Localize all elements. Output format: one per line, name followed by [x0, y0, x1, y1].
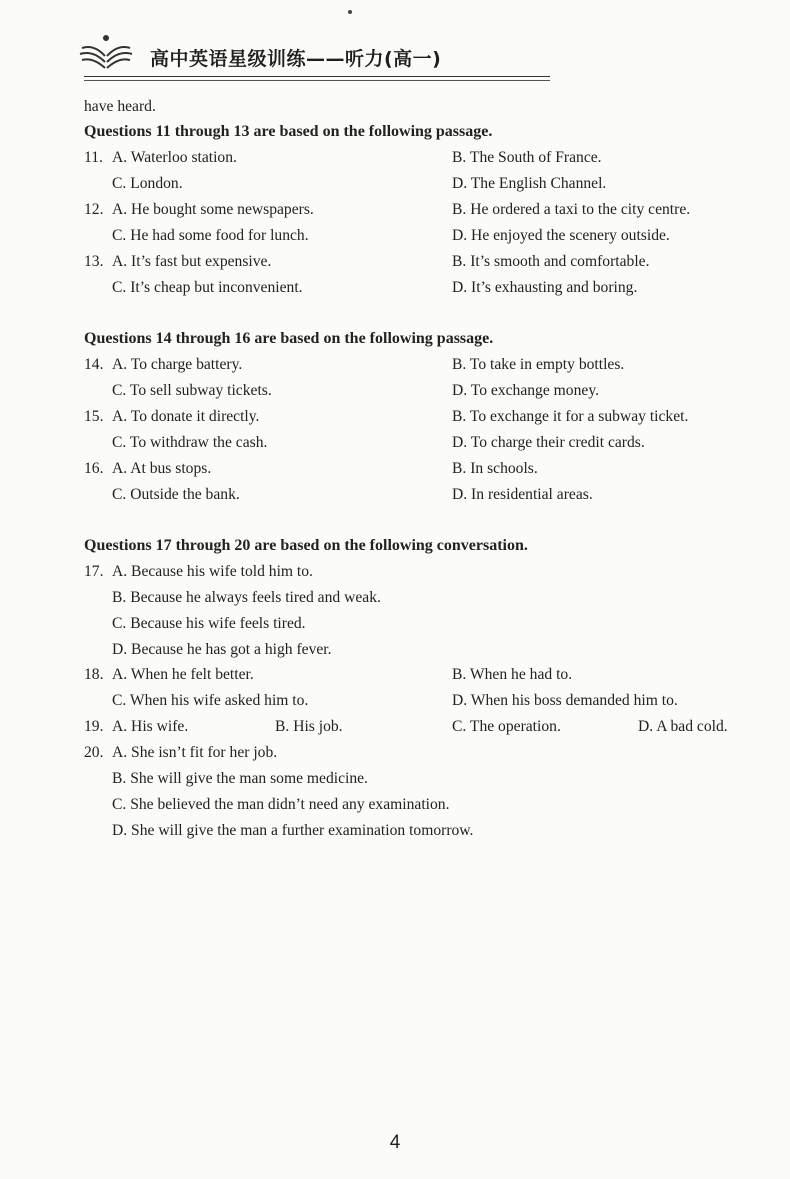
question-number: 11. [84, 149, 103, 166]
question-number: 18. [84, 666, 104, 683]
option-a: A. When he felt better. [112, 666, 254, 683]
option-c: C. When his wife asked him to. [112, 692, 309, 709]
option-b: B. It’s smooth and comfortable. [452, 253, 650, 270]
option-d: D. He enjoyed the scenery outside. [452, 227, 670, 244]
option-d: D. When his boss demanded him to. [452, 692, 678, 709]
option-a: A. To donate it directly. [112, 408, 260, 425]
option-c: C. To withdraw the cash. [112, 434, 268, 451]
option-b: B. She will give the man some medicine. [112, 770, 368, 787]
option-b: B. His job. [275, 718, 343, 735]
header-rule [84, 80, 550, 81]
option-d: D. Because he has got a high fever. [112, 641, 332, 658]
option-d: D. In residential areas. [452, 486, 593, 503]
option-c: C. She believed the man didn’t need any examination. [112, 796, 450, 813]
option-c: C. Because his wife feels tired. [112, 615, 306, 632]
book-logo-icon [78, 32, 134, 72]
question-number: 12. [84, 201, 104, 218]
option-c: C. To sell subway tickets. [112, 382, 272, 399]
question-number: 13. [84, 253, 104, 270]
header-title: 高中英语星级训练——听力(高一) [150, 48, 442, 70]
section-heading: Questions 11 through 13 are based on the following passage. [84, 123, 493, 140]
option-b: B. In schools. [452, 460, 538, 477]
option-b: B. To take in empty bottles. [452, 356, 625, 373]
option-a: A. To charge battery. [112, 356, 243, 373]
question-number: 14. [84, 356, 104, 373]
question-number: 15. [84, 408, 104, 425]
option-a: A. At bus stops. [112, 460, 212, 477]
option-a: A. It’s fast but expensive. [112, 253, 272, 270]
section-heading: Questions 17 through 20 are based on the following conversation. [84, 537, 528, 554]
option-d: D. She will give the man a further examination tomorrow. [112, 822, 474, 839]
option-b: B. When he had to. [452, 666, 573, 683]
option-a: A. Waterloo station. [112, 149, 237, 166]
page-number: 4 [389, 1132, 401, 1153]
option-c: C. London. [112, 175, 183, 192]
option-d: D. To charge their credit cards. [452, 434, 645, 451]
option-d: D. It’s exhausting and boring. [452, 279, 638, 296]
header-rule [84, 76, 550, 77]
option-d: D. A bad cold. [638, 718, 728, 735]
option-b: B. Because he always feels tired and weak. [112, 589, 381, 606]
option-a: A. Because his wife told him to. [112, 563, 313, 580]
section-heading: Questions 14 through 16 are based on the following passage. [84, 330, 494, 347]
question-number: 19. [84, 718, 104, 735]
option-c: C. Outside the bank. [112, 486, 240, 503]
question-number: 16. [84, 460, 104, 477]
option-b: B. The South of France. [452, 149, 602, 166]
page-header [0, 0, 790, 82]
option-d: D. To exchange money. [452, 382, 600, 399]
question-number: 17. [84, 563, 104, 580]
option-c: C. He had some food for lunch. [112, 227, 309, 244]
option-a: A. His wife. [112, 718, 189, 735]
option-c: C. It’s cheap but inconvenient. [112, 279, 303, 296]
question-number: 20. [84, 744, 104, 761]
option-a: A. She isn’t fit for her job. [112, 744, 278, 761]
option-d: D. The English Channel. [452, 175, 607, 192]
option-b: B. He ordered a taxi to the city centre. [452, 201, 691, 218]
option-c: C. The operation. [452, 718, 561, 735]
option-b: B. To exchange it for a subway ticket. [452, 408, 689, 425]
decorative-dot [348, 10, 352, 14]
intro-fragment: have heard. [84, 98, 156, 115]
option-a: A. He bought some newspapers. [112, 201, 314, 218]
